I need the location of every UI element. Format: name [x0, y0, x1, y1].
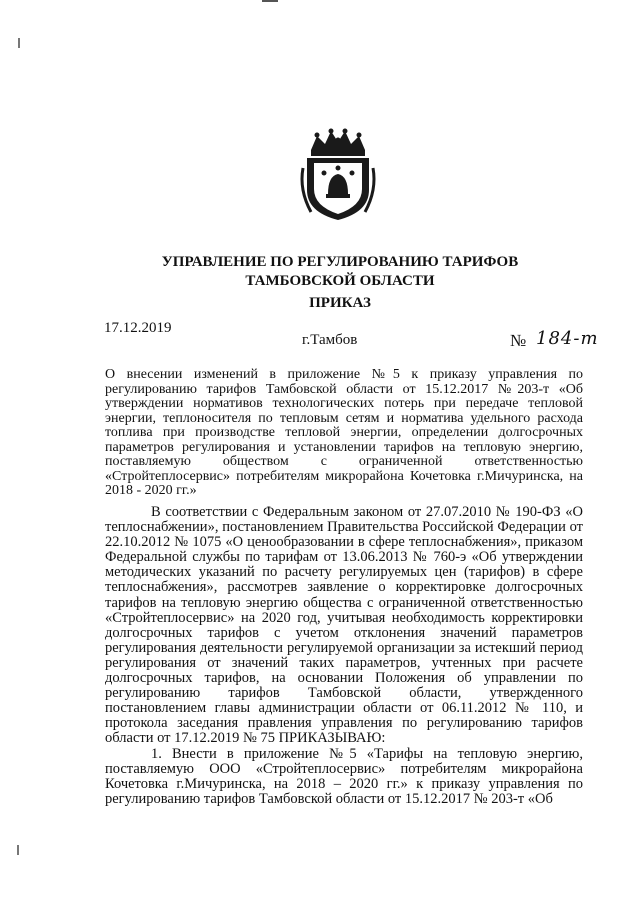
document-date: 17.12.2019: [104, 320, 172, 336]
order-subject: О внесении изменений в приложение №5 к приказу управления по регулированию тарифов Тамбовской области от 15.12.2017 №203-т «Об утверждении нормативов технологических потерь при передаче тепловой энергии, теплоносителя по тепловым сетям и норматива удельного расхода топлива при производстве тепловой энергии, определении долгосрочных параметров регулирования и установлении тарифов на тепловую энергию, поставляемую обществом с ограниченной ответственностью «Стройтеплосервис» потребителям микрорайона Кочетовка г.Мичуринска, на 2018 - 2020 гг.»: [105, 367, 583, 498]
handwritten-number: 184-т: [536, 328, 599, 349]
organization-line-2: ТАМБОВСКОЙ ОБЛАСТИ: [245, 273, 435, 289]
scan-mark: [17, 845, 19, 855]
document-city: г.Тамбов: [302, 332, 358, 348]
number-label: №: [510, 331, 527, 350]
order-body: [105, 505, 583, 807]
organization-name: [80, 253, 600, 291]
scan-mark: [18, 38, 20, 48]
scan-mark: [262, 0, 278, 2]
coat-of-arms-emblem: [297, 128, 379, 222]
body-paragraph-2: 1. Внести в приложение №5 «Тарифы на тепловую энергию, поставляемую ООО «Стройтеплосервис» потребителям микрорайона Кочетовка г.Мичуринска, на 2018 – 2020 гг.» к приказу управления по регулированию тарифов Тамбовской области от 15.12.2017 № 203-т «Об: [105, 745, 583, 807]
body-paragraph-1: В соответствии с Федеральным законом от 27.07.2010 № 190-ФЗ «О теплоснабжении», постановлением Правительства Российской Федерации от 22.10.2012 № 1075 «О ценообразовании в сфере теплоснабжения», приказом Федеральной службы по тарифам от 13.06.2013 № 760-э «Об утверждении методических указаний по расчету регулируемых цен (тарифов) в сфере теплоснабжения», рассмотрев заявление о корректировке долгосрочных тарифов на тепловую энергию общества с ограниченной ответственностью «Стройтеплосервис» на 2020 год, учитывая необходимость корректировки долгосрочных тарифов с учетом отклонения значений параметров регулирования деятельности регулируемой организации за истекший период регулирования от значений таких параметров, учтенных при расчете долгосрочных тарифов, на основании Положения об управлении по регулированию тарифов Тамбовской области, утвержденного постановлением главы администрации области от 06.11.2012 № 110, и протокола заседания правления управления по регулированию тарифов области от 17.12.2019 № 75 ПРИКАЗЫВАЮ:: [105, 504, 583, 747]
document-type: ПРИКАЗ: [309, 295, 371, 311]
organization-line-1: УПРАВЛЕНИЕ ПО РЕГУЛИРОВАНИЮ ТАРИФОВ: [161, 254, 519, 270]
